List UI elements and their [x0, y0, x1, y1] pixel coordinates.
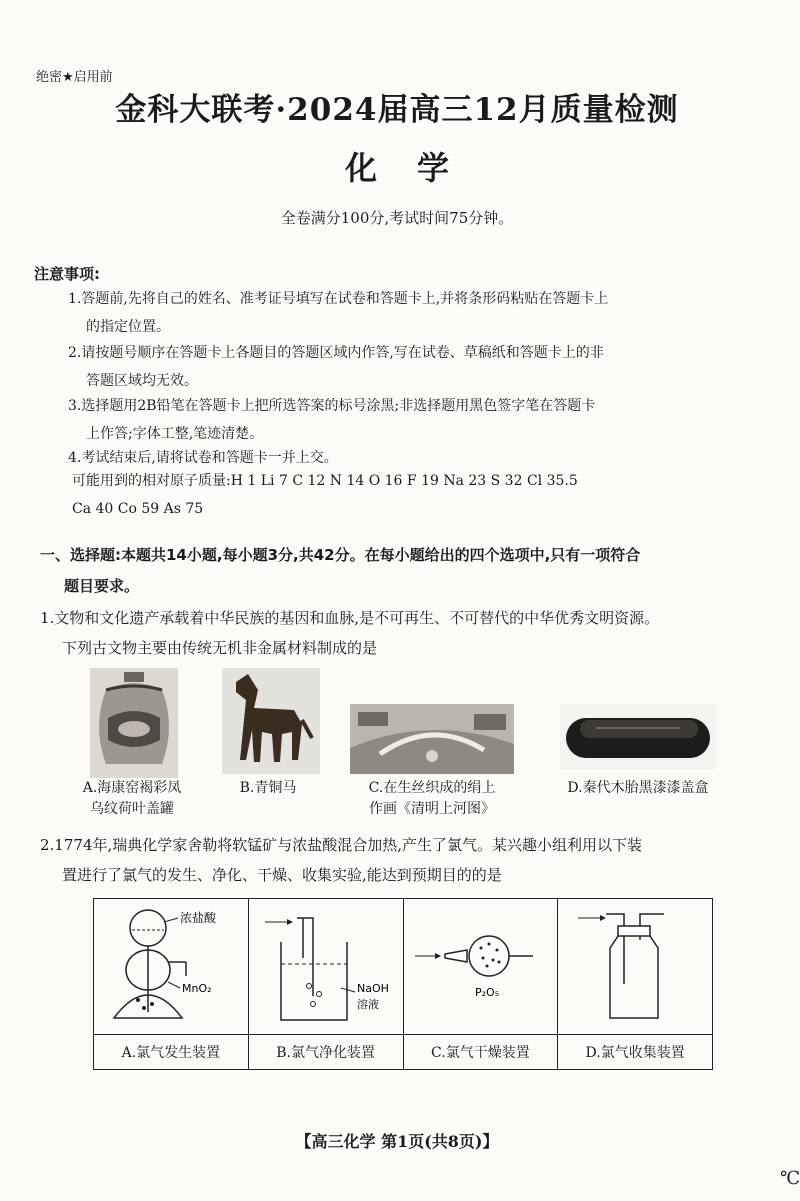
- question-2: [40, 830, 775, 890]
- exam-title: 金科大联考·2024届高三12月质量检测: [115, 92, 679, 128]
- question-1-line1: 1.文物和文化遗产承载着中华民族的基因和血脉,是不可再生、不可替代的中华优秀文明资源。: [40, 609, 660, 627]
- q1-option-d: D.秦代木胎黑漆漆盖盒: [567, 780, 709, 796]
- covered-jar-image: [90, 668, 178, 778]
- gas-collection-diagram: [560, 900, 710, 1030]
- notice-item-3-line2: 上作答;字体工整,笔迹清楚。: [86, 426, 264, 442]
- drying-tube-diagram: [405, 900, 555, 1030]
- q1-option-c: [342, 778, 522, 820]
- notice-item-3: [68, 392, 762, 448]
- atomic-masses: [72, 467, 772, 523]
- notice-item-1: [68, 285, 762, 341]
- exam-meta: 全卷满分100分,考试时间75分钟。: [280, 209, 514, 227]
- page-footer: 【高三化学 第1页(共8页)】: [295, 1132, 499, 1151]
- hcl-label: 浓盐酸: [179, 910, 216, 925]
- atomic-masses-line1: 可能用到的相对原子质量:H 1 Li 7 C 12 N 14 O 16 F 19 Na 23 S 32 Cl 35.5: [72, 473, 578, 489]
- apparatus-d-label: D.氯气收集装置: [558, 1035, 713, 1070]
- question-1-line2: 下列古文物主要由传统无机非金属材料制成的是: [62, 639, 378, 657]
- mno2-label: MnO₂: [181, 981, 212, 995]
- bronze-horse-image: [222, 668, 320, 774]
- notice-item-3-line1: 3.选择题用2B铅笔在答题卡上把所选答案的标号涂黑;非选择题用黑色签字笔在答题卡: [68, 398, 596, 414]
- purification-diagram: [251, 900, 401, 1030]
- q1-option-a: [62, 778, 202, 820]
- apparatus-a-cell: [94, 899, 249, 1035]
- apparatus-b-label: B.氯气净化装置: [248, 1035, 403, 1070]
- q1-option-a-line1: A.海康窑褐彩凤: [82, 780, 182, 796]
- apparatus-c-label: C.氯气干燥装置: [403, 1035, 558, 1070]
- solution-label: 溶液: [356, 997, 379, 1011]
- qingming-painting-image: [350, 704, 514, 774]
- apparatus-table: [93, 898, 713, 1070]
- confidential-label: 绝密★启用前: [36, 70, 113, 85]
- apparatus-a-label: A.氯气发生装置: [94, 1035, 249, 1070]
- p2o5-label: P₂O₅: [475, 985, 500, 999]
- notice-item-2-line1: 2.请按题号顺序在答题卡上各题目的答题区域内作答,写在试卷、草稿纸和答题卡上的非: [68, 345, 604, 361]
- gas-generator-diagram: [96, 900, 246, 1030]
- subject-title: 化学: [344, 149, 489, 187]
- question-1: [40, 603, 775, 663]
- q1-option-b: B.青铜马: [239, 780, 297, 796]
- section-heading: [40, 540, 770, 602]
- section-heading-line2: 题目要求。: [64, 577, 140, 595]
- notice-item-1-line1: 1.答题前,先将自己的姓名、准考证号填写在试卷和答题卡上,并将条形码粘贴在答题卡上: [68, 291, 609, 307]
- q1-option-a-line2: 乌纹荷叶盖罐: [90, 801, 174, 817]
- question-2-line1: 2.1774年,瑞典化学家舍勒将软锰矿与浓盐酸混合加热,产生了氯气。某兴趣小组利用以下装: [40, 836, 643, 854]
- section-heading-line1: 一、选择题:本题共14小题,每小题3分,共42分。在每小题给出的四个选项中,只有一项符合: [40, 546, 641, 564]
- notice-item-4: 4.考试结束后,请将试卷和答题卡一并上交。: [68, 450, 338, 466]
- apparatus-c-cell: [403, 899, 558, 1035]
- q1-option-c-line1: C.在生丝织成的绢上: [368, 780, 496, 796]
- atomic-masses-line2: Ca 40 Co 59 As 75: [72, 501, 204, 517]
- notice-item-2: [68, 339, 762, 395]
- q1-option-c-line2: 作画《清明上河图》: [369, 801, 495, 817]
- notice-item-1-line2: 的指定位置。: [86, 319, 170, 335]
- lacquer-box-image: [560, 704, 716, 770]
- naoh-label: NaOH: [356, 981, 389, 995]
- question-2-line2: 置进行了氯气的发生、净化、干燥、收集实验,能达到预期目的的是: [62, 866, 502, 884]
- corner-mark: ℃: [780, 1168, 800, 1189]
- notice-heading: 注意事项:: [34, 265, 100, 283]
- apparatus-b-cell: [248, 899, 403, 1035]
- notice-item-2-line2: 答题区域均无效。: [86, 373, 198, 389]
- apparatus-d-cell: [558, 899, 713, 1035]
